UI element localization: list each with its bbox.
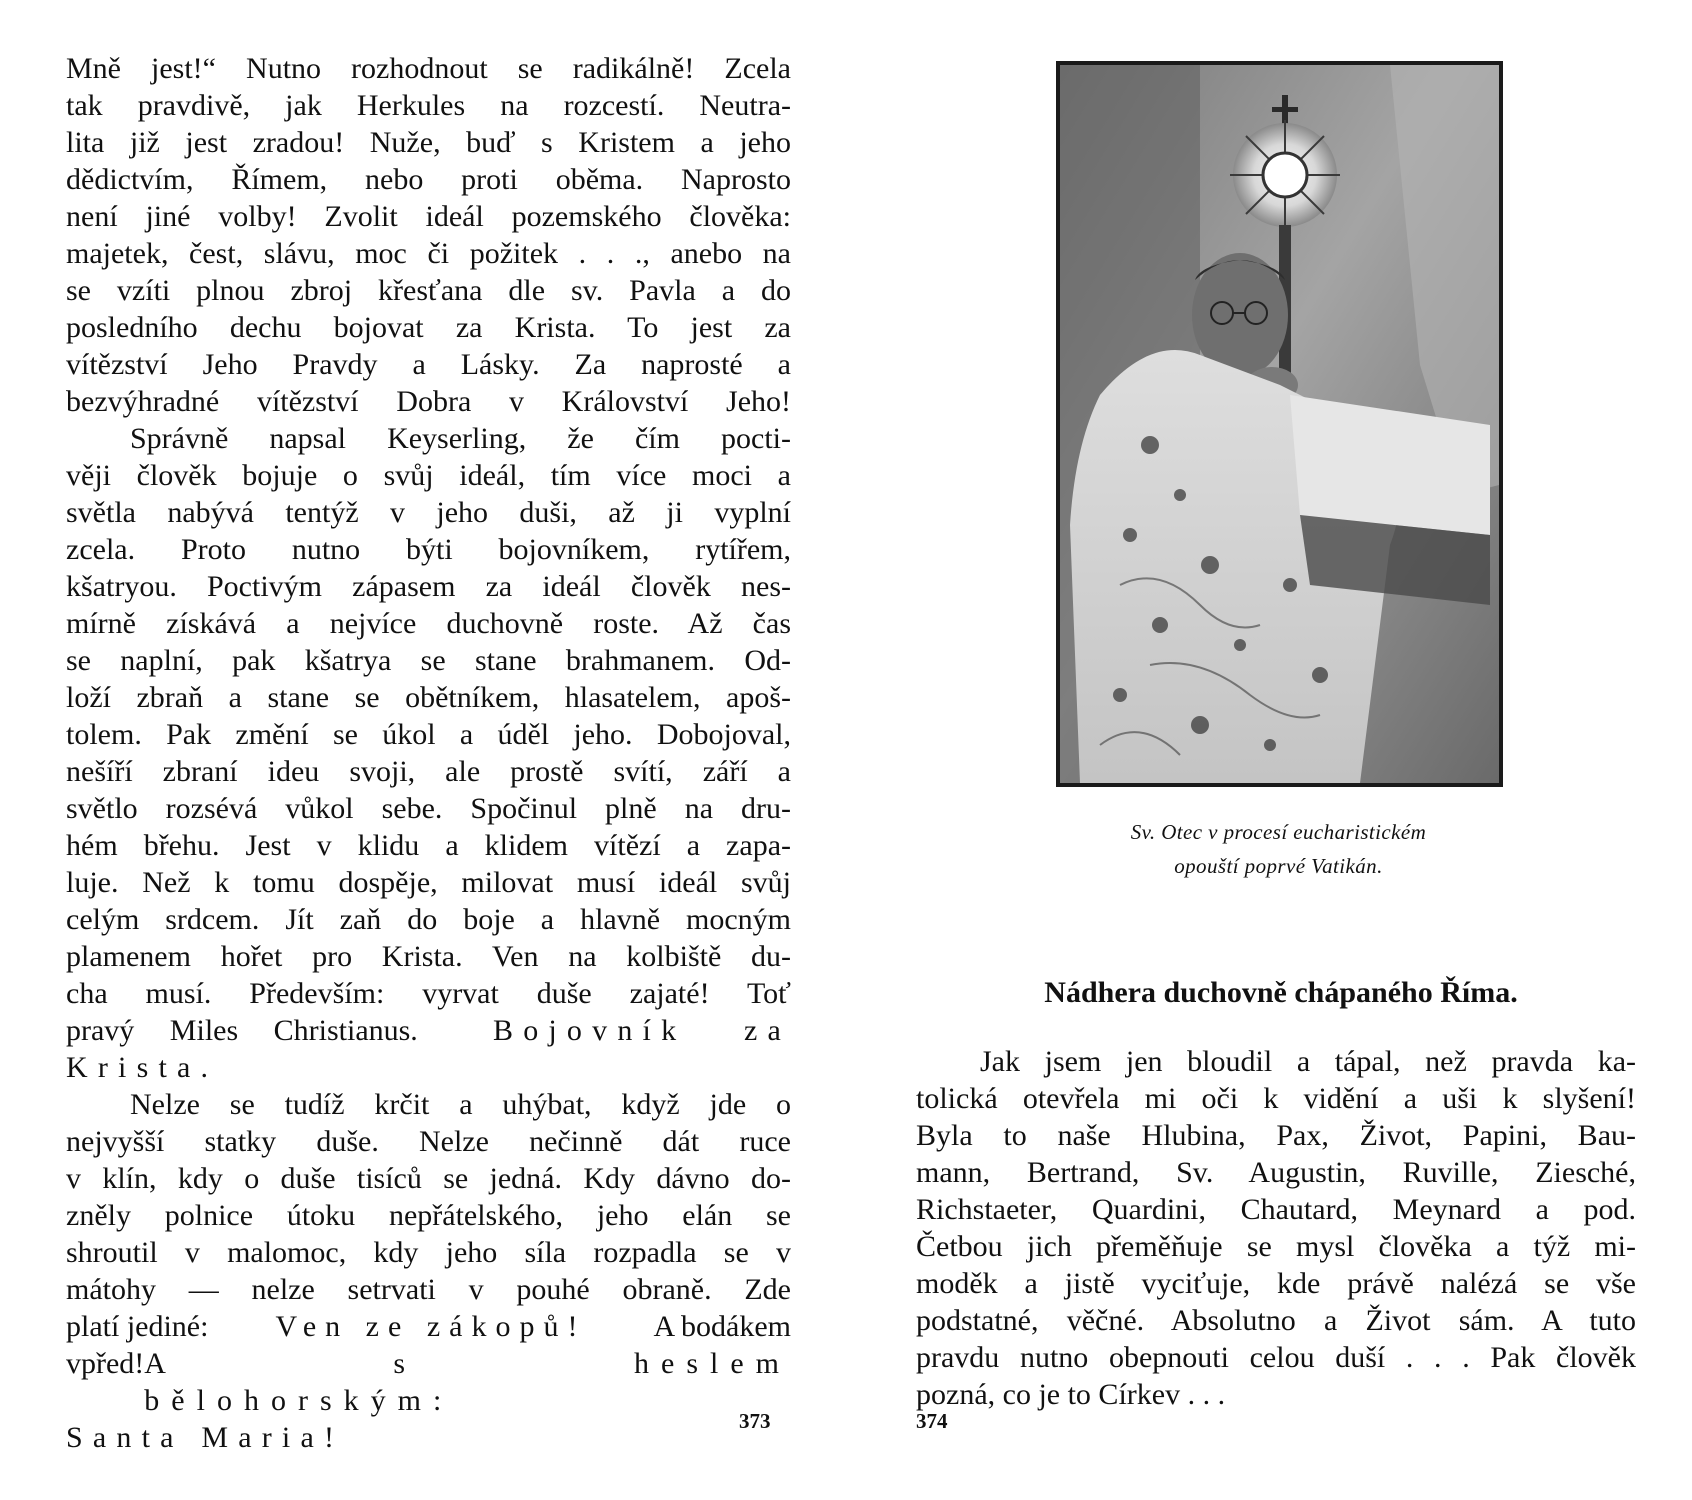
spaced-text-span: Ven ze zákopů!	[275, 1310, 587, 1343]
right-page-text	[916, 1043, 1636, 1413]
text-line: tak pravdivě, jak Herkules na rozcestí. Neutra-	[66, 89, 791, 122]
text-line: podstatné, věčné. Absolutno a Život sám. A tuto	[916, 1304, 1636, 1337]
text-line: věji člověk bojuje o svůj ideál, tím více moci a	[66, 459, 791, 492]
text-line: Četbou jich přeměňuje se mysl člověka a týž mi-	[916, 1230, 1636, 1263]
paragraph-3	[66, 1086, 791, 1456]
text-line: Mně jest!“ Nutno rozhodnout se radikálně! Zcela	[66, 52, 791, 85]
text-line: Richstaeter, Quardini, Chautard, Meynard a pod.	[916, 1193, 1636, 1226]
text-line: tolická otevřela mi oči k vidění a uši k slyšení!	[916, 1082, 1636, 1115]
text-line: Krista.	[66, 1051, 219, 1084]
text-line: cha musí. Především: vyrvat duše zajaté! Toť	[66, 977, 791, 1010]
text-line: tolem. Pak změní se úkol a úděl jeho. Dobojoval,	[66, 718, 791, 751]
text-line: majetek, čest, slávu, moc či požitek . . ., anebo na	[66, 237, 791, 270]
text-span: platí jediné:	[66, 1310, 209, 1343]
text-line: se vzíti plnou zbroj křesťana dle sv. Pavla a do	[66, 274, 791, 307]
text-line: shroutil v malomoc, kdy jeho síla rozpadla se v	[66, 1236, 791, 1269]
text-line	[66, 1012, 791, 1049]
paragraph-1	[66, 50, 791, 420]
text-line: zněly polnice útoku nepřátelského, jeho elán se	[66, 1199, 791, 1232]
text-line: nešíří zbraní ideu svoji, ale prostě svítí, září a	[66, 755, 791, 788]
text-line: mátohy — nelze setrvati v pouhé obraně. Zde	[66, 1273, 791, 1306]
text-line: nejvyšší statky duše. Nelze nečinně dát ruce	[66, 1125, 791, 1158]
text-line: moděk a jistě vyciťuje, kde právě nalézá se vše	[916, 1267, 1636, 1300]
text-line: posledního dechu bojovat za Krista. To jest za	[66, 311, 791, 344]
text-line: celým srdcem. Jít zaň do boje a hlavně mocným	[66, 903, 791, 936]
section-title: Nádhera duchovně chápaného Říma.	[1044, 976, 1518, 1009]
text-line: Jak jsem jen bloudil a tápal, než pravda ka-	[980, 1045, 1636, 1078]
right-page	[846, 0, 1692, 1500]
text-line: Santa Maria!	[66, 1421, 345, 1454]
text-line: vítězství Jeho Pravdy a Lásky. Za naprosté a	[66, 348, 791, 381]
text-line: v klín, kdy o duše tisíců se jedná. Kdy dávno do-	[66, 1162, 791, 1195]
text-line: kšatryou. Poctivým zápasem za ideál člověk nes-	[66, 570, 791, 603]
text-span: A bodákem	[653, 1310, 791, 1343]
spaced-text-span: A s heslem bělohorským:	[144, 1347, 791, 1417]
text-line: mann, Bertrand, Sv. Augustin, Ruville, Ziesché,	[916, 1156, 1636, 1189]
text-line: pozná, co je to Církev . . .	[916, 1378, 1226, 1411]
text-line	[66, 1345, 791, 1419]
text-line: pravdu nutno obepnouti celou duší . . . Pak člověk	[916, 1341, 1636, 1374]
caption-line: opouští poprvé Vatikán.	[1174, 854, 1383, 878]
text-line: loží zbraň a stane se obětníkem, hlasatelem, apoš-	[66, 681, 791, 714]
paragraph-2	[66, 420, 791, 1086]
text-line: bezvýhradné vítězství Dobra v Království Jeho!	[66, 385, 791, 418]
text-span: pravý Miles Christianus.	[66, 1014, 418, 1047]
photo-caption	[996, 815, 1561, 883]
text-line: světlo rozsévá vůkol sebe. Spočinul plně na dru-	[66, 792, 791, 825]
text-span: vpřed!	[66, 1347, 145, 1380]
text-line: Nelze se tudíž krčit a uhýbat, když jde o	[130, 1088, 791, 1121]
spaced-text-span: Bojovník za	[492, 1014, 791, 1047]
text-line: dědictvím, Římem, nebo proti oběma. Naprosto	[66, 163, 791, 196]
text-line: Správně napsal Keyserling, že čím pocti-	[130, 422, 791, 455]
text-line: není jiné volby! Zvolit ideál pozemského člověka:	[66, 200, 791, 233]
text-line: plamenem hořet pro Krista. Ven na kolbiště du-	[66, 940, 791, 973]
text-line: světla nabývá tentýž v jeho duši, až ji vyplní	[66, 496, 791, 529]
caption-line: Sv. Otec v procesí eucharistickém	[1130, 820, 1427, 844]
photograph-pope-procession	[1056, 61, 1503, 787]
text-line	[66, 1308, 791, 1345]
page-number-right: 374	[916, 1409, 948, 1433]
page-number-left: 373	[739, 1409, 771, 1433]
text-line: luje. Než k tomu dospěje, milovat musí ideál svůj	[66, 866, 791, 899]
left-page-text	[66, 50, 791, 1456]
text-line: zcela. Proto nutno býti bojovníkem, rytířem,	[66, 533, 791, 566]
text-line: hém břehu. Jest v klidu a klidem vítězí a zapa-	[66, 829, 791, 862]
text-line: Byla to naše Hlubina, Pax, Život, Papini, Bau-	[916, 1119, 1636, 1152]
text-line: lita již jest zradou! Nuže, buď s Kristem a jeho	[66, 126, 791, 159]
text-line: se naplní, pak kšatrya se stane brahmanem. Od-	[66, 644, 791, 677]
text-line: mírně získává a nejvíce duchovně roste. Až čas	[66, 607, 791, 640]
